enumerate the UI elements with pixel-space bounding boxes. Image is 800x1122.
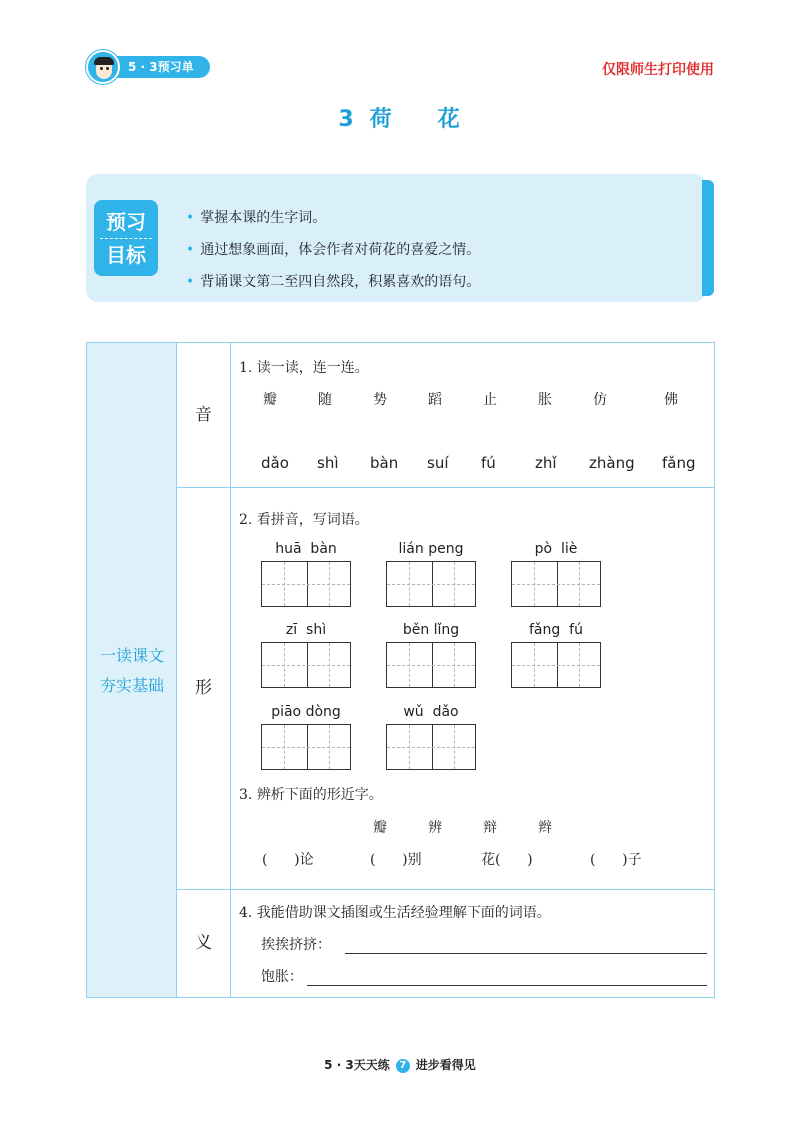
page-footer — [0, 1056, 800, 1073]
q1-pinyin-item: suí — [427, 454, 449, 472]
fill-blank[interactable]: 花( ) — [481, 852, 533, 868]
footer-slogan: 进步看得见 — [415, 1058, 476, 1072]
goals-side-tab — [702, 180, 714, 296]
goals-badge-line1: 预习 — [106, 210, 146, 234]
exercise-table: 一读课文 夯实基础 音 形 义 1. 读一读，连一连。 瓣 随 势 蹈 止 胀 仿 佛 dǎo shì bàn suí fú zhǐ zhàng fǎng 2. 看拼音，写词语。 huā bàn lián peng pò liè zī shì běn lǐng fǎng fú piāo dòng wǔ dǎo 3. 辨析下面的形近字。 瓣 辨 辩 辫 ( )论 ( )别 花( ) ( )子 4. 我能借助课文插图或生活经验理解下面的词语。 挨挨挤挤： 饱胀： — [86, 342, 715, 998]
lesson-title-char-2: 花 — [437, 107, 462, 132]
section-label: 一读课文 夯实基础 — [99, 646, 164, 695]
bullet-icon: • — [186, 242, 195, 258]
mascot-avatar-icon — [86, 50, 120, 84]
bullet-icon: • — [186, 274, 195, 290]
q1-pinyin-item: zhàng — [589, 454, 635, 472]
similar-char: 辩 — [483, 820, 497, 836]
term-label: 饱胀： — [261, 969, 303, 985]
term-label: 挨挨挤挤： — [261, 937, 331, 953]
q1-pinyin-item: bàn — [370, 454, 399, 472]
q1-pinyin-item: dǎo — [261, 454, 289, 472]
q1-char: 蹈 — [428, 392, 442, 408]
goals-list — [186, 202, 480, 298]
fill-blank[interactable]: ( )子 — [590, 852, 642, 868]
q1-char: 胀 — [538, 392, 552, 408]
fill-blank[interactable]: ( )别 — [370, 852, 422, 868]
q1-char: 佛 — [664, 392, 678, 408]
similar-char: 辨 — [428, 820, 442, 836]
q1-pinyin-item: zhǐ — [535, 454, 557, 472]
fill-blank[interactable]: ( )论 — [262, 852, 314, 868]
goal-item: • 通过想象画面，体会作者对荷花的喜爱之情。 — [186, 242, 481, 258]
preview-goals-box — [86, 174, 706, 302]
goal-item: • 背诵课文第二至四自然段，积累喜欢的语句。 — [186, 274, 481, 290]
similar-char: 辫 — [538, 820, 552, 836]
category-sound: 音 — [177, 343, 231, 487]
q1-pinyin-item: fǎng — [662, 454, 696, 472]
goals-badge — [94, 200, 158, 276]
lesson-number: 3 — [338, 107, 356, 132]
q1-char: 瓣 — [263, 392, 277, 408]
brand-label: 5 · 3预习单 — [104, 56, 210, 78]
q1-char: 止 — [483, 392, 497, 408]
question-2-prompt: 2. 看拼音，写词语。 — [239, 512, 369, 528]
similar-char: 瓣 — [373, 820, 387, 836]
lesson-title — [0, 102, 800, 133]
question-4-prompt: 4. 我能借助课文插图或生活经验理解下面的词语。 — [239, 905, 551, 921]
row-divider — [177, 487, 715, 488]
question-1-prompt: 1. 读一读，连一连。 — [239, 360, 369, 376]
row-divider — [177, 889, 715, 890]
q1-char: 随 — [318, 392, 332, 408]
footer-series: 5 · 3天天练 — [324, 1058, 390, 1072]
q1-char: 势 — [373, 392, 387, 408]
answer-line[interactable] — [307, 985, 707, 986]
category-meaning: 义 — [177, 889, 231, 997]
bullet-icon: • — [186, 210, 195, 226]
section-side-panel — [87, 343, 177, 997]
brand-logo — [86, 50, 210, 84]
usage-restriction-note: 仅限师生打印使用 — [602, 62, 714, 78]
q1-pinyin-item: shì — [317, 454, 339, 472]
answer-line[interactable] — [345, 953, 707, 954]
lesson-title-char-1: 荷 — [369, 107, 394, 132]
q1-pinyin-item: fú — [481, 454, 496, 472]
question-3-prompt: 3. 辨析下面的形近字。 — [239, 787, 383, 803]
page-number: 7 — [396, 1059, 410, 1073]
goals-badge-line2: 目标 — [106, 243, 146, 267]
category-form: 形 — [177, 487, 231, 889]
goal-item: • 掌握本课的生字词。 — [186, 210, 327, 226]
q1-char: 仿 — [593, 392, 607, 408]
